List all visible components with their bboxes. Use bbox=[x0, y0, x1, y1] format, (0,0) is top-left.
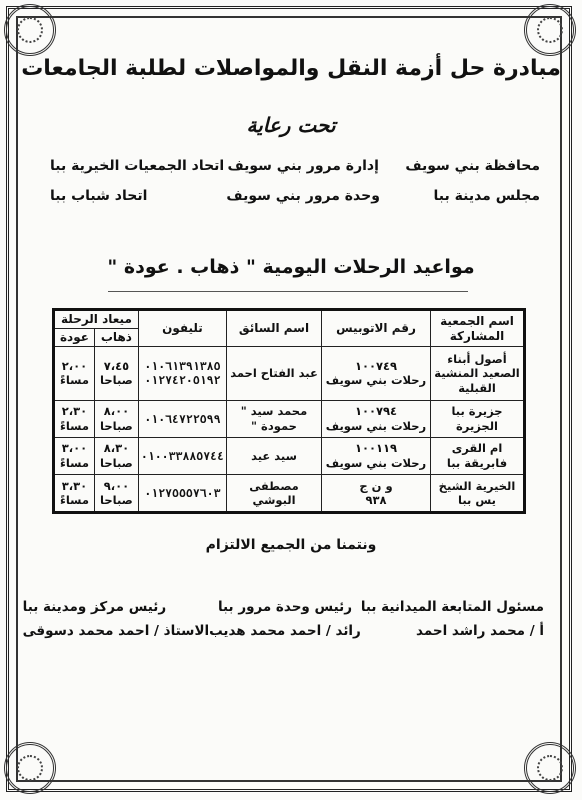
bus-cell bbox=[322, 347, 431, 401]
trips-table bbox=[52, 308, 526, 514]
phone-cell bbox=[138, 347, 226, 401]
signature-name: رائد / احمد محمد هديب bbox=[209, 623, 361, 639]
return-period: مساءً bbox=[59, 492, 89, 507]
header-phone: تليفون bbox=[138, 310, 226, 347]
sponsor-item: إدارة مرور بني سويف bbox=[227, 158, 379, 174]
association-cell: جزيرة ببا الجزيرة bbox=[431, 400, 525, 437]
phone-number: ٠١٠٠٣٣٨٨٥٧٤٤ bbox=[140, 448, 224, 463]
signature-name: الاستاذ / احمد محمد دسوقى bbox=[22, 623, 210, 639]
association-cell: ام القرى فابريقة ببا bbox=[431, 437, 525, 474]
sponsor-item: مجلس مدينة ببا bbox=[433, 188, 540, 204]
signature-role: مسئول المتابعة الميدانية ببا bbox=[360, 599, 544, 615]
phone-number: ٠١٢٧٥٥٥٧٦٠٣ bbox=[144, 485, 221, 500]
corner-ornament bbox=[4, 742, 56, 794]
sponsor-item: وحدة مرور بني سويف bbox=[226, 188, 380, 204]
signature-role: رئيس مركز ومدينة ببا bbox=[22, 599, 167, 615]
return-period: مساءً bbox=[59, 418, 89, 433]
driver-cell: عبد الفتاح احمد bbox=[227, 347, 322, 401]
bus-number: ١٠٠٧٩٤ bbox=[354, 404, 398, 419]
closing-note: ونتمنا من الجميع الالتزام bbox=[205, 537, 377, 553]
departure-time: ٨،٣٠ bbox=[103, 441, 130, 456]
bus-cell bbox=[322, 474, 431, 512]
table-row bbox=[54, 437, 525, 474]
departure-cell bbox=[94, 347, 138, 401]
departure-cell bbox=[94, 437, 138, 474]
return-cell bbox=[54, 474, 95, 512]
phone-cell bbox=[138, 400, 226, 437]
phone-number: ٠١٢٧٤٢٠٥١٩٢ bbox=[144, 373, 221, 388]
divider bbox=[108, 291, 468, 292]
driver-cell: سيد عيد bbox=[227, 437, 322, 474]
document-title: مبادرة حل أزمة النقل والمواصلات لطلبة الجامعات bbox=[21, 56, 561, 81]
departure-period: صباحا bbox=[100, 492, 133, 507]
driver-cell: محمد سيد " حمودة " bbox=[227, 400, 322, 437]
header-return: عودة bbox=[54, 329, 95, 347]
corner-ornament bbox=[4, 4, 56, 56]
phone-number: ٠١٠٦٤٧٢٢٥٩٩ bbox=[144, 411, 221, 426]
departure-cell bbox=[94, 400, 138, 437]
phone-cell bbox=[138, 437, 226, 474]
bus-cell bbox=[322, 400, 431, 437]
return-time: ٢،٣٠ bbox=[61, 404, 88, 419]
association-cell: الخيرية الشيخ يس ببا bbox=[431, 474, 525, 512]
departure-time: ٩،٠٠ bbox=[103, 478, 130, 493]
header-departure: ذهاب bbox=[94, 329, 138, 347]
return-cell bbox=[54, 437, 95, 474]
departure-time: ٨،٠٠ bbox=[103, 404, 130, 419]
bus-company: رحلات بني سويف bbox=[325, 455, 427, 470]
signature-block bbox=[22, 599, 544, 639]
bus-number: و ن ج bbox=[359, 478, 393, 493]
corner-ornament bbox=[524, 742, 576, 794]
schedule-title: مواعيد الرحلات اليومية " ذهاب . عودة " bbox=[107, 256, 475, 278]
header-association: اسم الجمعية المشاركة bbox=[431, 310, 525, 347]
return-period: مساءً bbox=[59, 373, 89, 388]
bus-cell bbox=[322, 437, 431, 474]
sponsor-item: اتحاد الجمعيات الخيرية ببا bbox=[50, 158, 225, 174]
departure-period: صباحا bbox=[100, 418, 133, 433]
return-cell bbox=[54, 347, 95, 401]
signature-name: أ / محمد راشد احمد bbox=[416, 623, 544, 639]
table-row bbox=[54, 474, 525, 512]
table-row bbox=[54, 400, 525, 437]
return-time: ٢،٠٠ bbox=[61, 359, 88, 373]
departure-period: صباحا bbox=[100, 455, 133, 470]
header-bus-number: رقم الاتوبيس bbox=[322, 310, 431, 347]
bus-company: ٩٣٨ bbox=[365, 492, 387, 507]
phone-cell bbox=[138, 474, 226, 512]
sponsor-item: محافظة بني سويف bbox=[405, 158, 540, 174]
under-patronage: تحت رعاية bbox=[246, 113, 336, 137]
header-driver: اسم السائق bbox=[227, 310, 322, 347]
corner-ornament bbox=[524, 4, 576, 56]
bus-company: رحلات بني سويف bbox=[325, 373, 427, 388]
bus-company: رحلات بني سويف bbox=[325, 418, 427, 433]
departure-time: ٧،٤٥ bbox=[103, 359, 130, 373]
association-cell: أصول أبناء الصعيد المنشية القبلية bbox=[431, 347, 525, 401]
return-cell bbox=[54, 400, 95, 437]
return-time: ٣،٠٠ bbox=[61, 441, 88, 456]
phone-number: ٠١٠٦١٣٩١٣٨٥ bbox=[144, 359, 221, 373]
table-row bbox=[54, 347, 525, 401]
departure-period: صباحا bbox=[100, 373, 133, 388]
driver-cell: مصطفى البوشي bbox=[227, 474, 322, 512]
departure-cell bbox=[94, 474, 138, 512]
return-period: مساءً bbox=[59, 455, 89, 470]
signature-role: رئيس وحدة مرور ببا bbox=[217, 599, 352, 615]
sponsor-list bbox=[50, 158, 540, 204]
bus-number: ١٠٠١١٩ bbox=[354, 441, 398, 456]
return-time: ٣،٣٠ bbox=[61, 478, 88, 493]
header-trip-time: ميعاد الرحلة bbox=[54, 310, 139, 329]
sponsor-item: اتحاد شباب ببا bbox=[50, 188, 148, 204]
bus-number: ١٠٠٧٤٩ bbox=[354, 359, 398, 373]
